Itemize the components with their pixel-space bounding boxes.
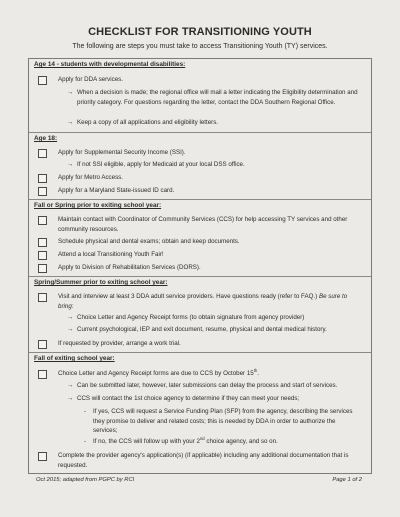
section-header-age14 [29,59,371,71]
checkbox[interactable] [38,238,47,247]
item-text: Keep a copy of all applications and eligibility letters. [77,119,219,126]
arrow-bullet-icon: → [67,119,74,126]
item-text: CCS will contact the 1st choice agency to determine if they can meet your needs; [77,395,300,402]
checkbox[interactable] [38,76,47,85]
item-text-main: Choice Letter and Agency Receipt forms are due to CCS by October 15 [58,370,254,377]
checkbox[interactable] [38,340,47,349]
section-heading: Spring/Summer prior to exiting school year: [34,279,168,286]
ordinal-suffix: th [253,367,258,373]
item-text-end: choice agency, and so on. [204,438,278,445]
item-text: Schedule physical and dental exams; obtain and keep documents. [58,238,240,245]
page-title: CHECKLIST FOR TRANSITIONING YOUTH [88,26,312,38]
item-text-end: . [257,370,259,377]
item-text: If not SSI eligible, apply for Medicaid at your local DSS office. [77,161,245,168]
section-header-fall-exit [29,352,371,365]
section-heading: Age 18: [34,135,58,142]
item-text: Choice Letter and Agency Receipt forms (to obtain signature from agency provider) [77,314,305,321]
arrow-bullet-icon: → [67,161,74,168]
ordinal-suffix: nd [199,435,205,441]
item-text-emphasis: Be sure to bring: [58,293,348,310]
arrow-bullet-icon: → [67,89,74,96]
checkbox[interactable] [38,149,47,158]
item-text [58,292,358,311]
item-text: Apply for Metro Access. [58,174,123,181]
section-heading: Age 14 - students with developmental disabilities: [34,61,186,68]
page-subtitle: The following are steps you must take to access Transitioning Youth (TY) services. [72,43,328,50]
checkbox[interactable] [38,251,47,260]
item-text: Apply to Division of Rehabilitation Services (DORS). [58,264,201,271]
item-text: Apply for DDA services. [58,76,123,83]
dash-bullet-icon: - [84,408,87,415]
section-heading: Fall of exiting school year: [34,355,115,362]
item-text [93,437,361,447]
section-heading: Fall or Spring prior to exiting school year: [34,202,162,209]
checkbox[interactable] [38,187,47,196]
footer-page-number: Page 1 of 2 [332,477,362,483]
checkbox[interactable] [38,293,47,302]
item-text: Current psychological, IEP and exit document, resume, physical and dental medical history. [77,326,327,333]
footer-source: Oct 2015; adapted from PGPC by RCI [36,477,135,483]
item-text-main: If no, the CCS will follow up with your 2 [93,438,200,445]
checkbox[interactable] [38,370,47,379]
checkbox[interactable] [38,264,47,273]
item-text: Complete the provider agency's application(s) (if applicable) including any additional documentation that is requested. [58,452,349,469]
section-header-fall-spring [29,199,371,212]
section-header-spring-summer [29,276,371,289]
checkbox[interactable] [38,216,47,225]
checklist-box [28,58,372,474]
item-text: Attend a local Transitioning Youth Fair! [58,251,164,258]
checkbox[interactable] [38,452,47,461]
item-text: If yes, CCS will request a Service Funding Plan (SFP) from the agency, describing the services they promise to deliver and related costs; this is needed by DDA in order to authorize the services; [93,408,353,434]
item-text: When a decision is made; the regional office will mail a letter indicating the Eligibility determination and priority category. For questions regarding the letter, contact the DDA Southern Regional Office. [77,89,358,106]
section-header-age18 [29,132,371,145]
item-text-main: Visit and interview at least 3 DDA adult service providers. Have questions ready (refer to FAQ.) [58,293,318,300]
arrow-bullet-icon: → [67,314,74,321]
item-text: Maintain contact with Coordinator of Community Services (CCS) for help accessing TY services and other community resources. [58,216,348,233]
arrow-bullet-icon: → [67,395,74,402]
dash-bullet-icon: - [84,438,87,445]
arrow-bullet-icon: → [67,326,74,333]
checkbox[interactable] [38,174,47,183]
item-text: Apply for Supplemental Security Income (SSI). [58,149,186,156]
item-text: If requested by provider, arrange a work trial. [58,340,181,347]
item-text: Apply for a Maryland State-issued ID card. [58,187,175,194]
item-text: Can be submitted later, however, later submissions can delay the process and start of services. [77,382,338,389]
item-text [58,369,358,379]
arrow-bullet-icon: → [67,382,74,389]
